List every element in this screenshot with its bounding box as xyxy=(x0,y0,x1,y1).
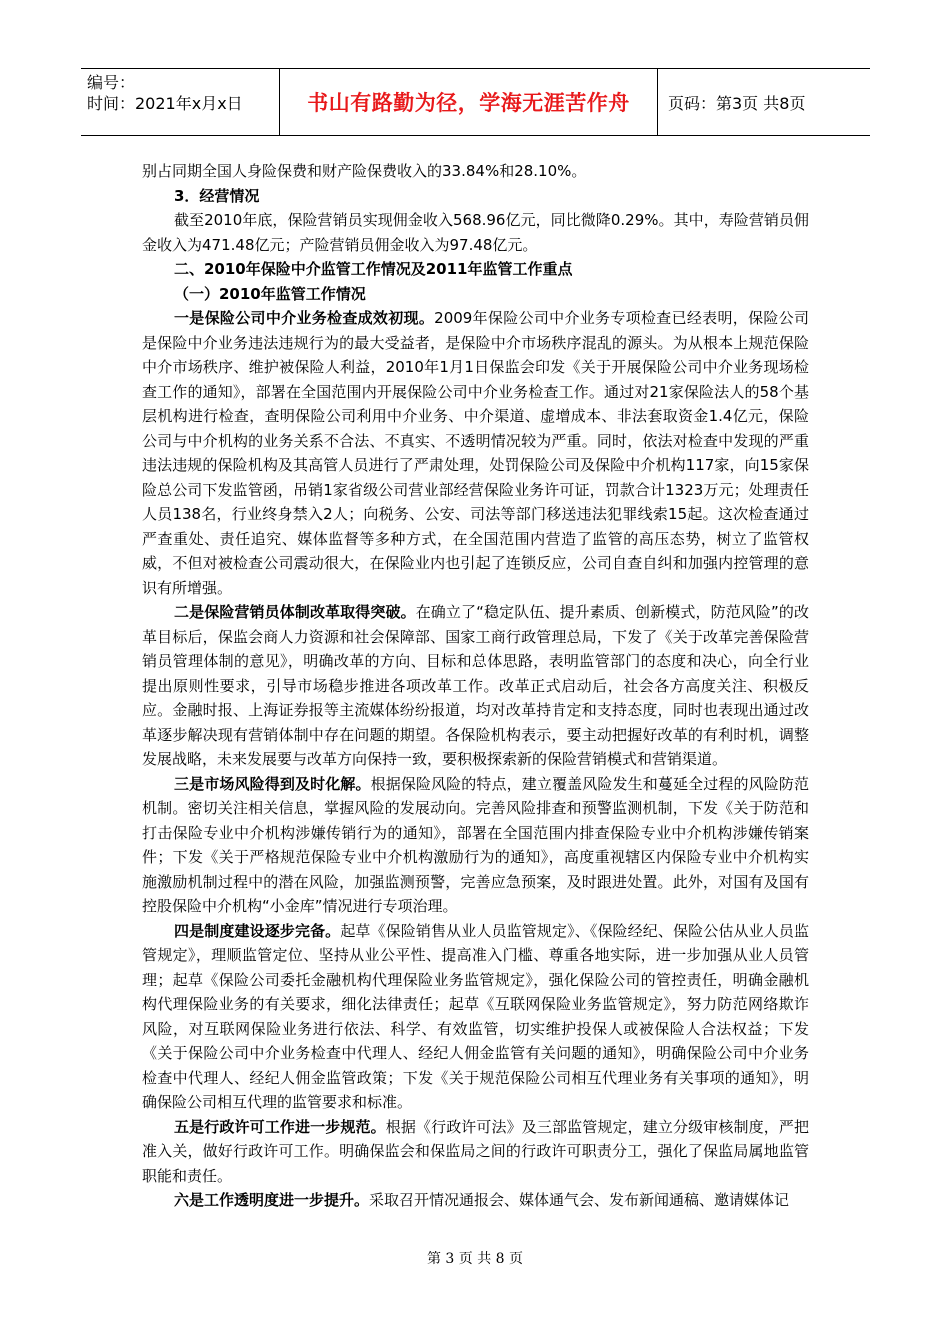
item-6-lead: 六是工作透明度进一步提升。 xyxy=(174,1191,370,1209)
paragraph-commission: 截至2010年底，保险营销员实现佣金收入568.96亿元，同比微降0.29%。其中，寿险营销员佣金收入为471.48亿元；产险营销员佣金收入为97.48亿元。 xyxy=(142,211,809,254)
item-2-lead: 二是保险营销员体制改革取得突破。 xyxy=(174,603,416,621)
header-motto: 书山有路勤为径，学海无涯苦作舟 xyxy=(307,91,630,115)
document-body xyxy=(142,159,809,1213)
page-footer: 第 3 页 共 8 页 xyxy=(426,1251,524,1267)
paragraph-item-3 xyxy=(142,772,809,919)
item-4-lead: 四是制度建设逐步完备。 xyxy=(174,921,341,940)
page-header xyxy=(81,68,870,136)
section-heading-business: 3．经营情况 xyxy=(174,186,260,205)
paragraph-item-1 xyxy=(142,306,809,600)
header-meta xyxy=(81,69,280,135)
item-2-text: 在确立了“稳定队伍、提升素质、创新模式，防范风险”的改革目标后，保监会商人力资源和社会保障部、国家工商行政管理总局，下发了《关于改革完善保险营销员管理体制的意见》，明确改革的方向、目标和总体思路，表明监管部门的态度和决心，向全行业提出原则性要求，引导市场稳步推进各项改革工作。改革正式启动后，社会各方高度关注、积极反应。金融时报、上海证券报等主流媒体纷纷报道，均对改革持肯定和支持态度，同时也表现出通过改革逐步解决现有营销体制中存在问题的期望。各保险机构表示，要主动把握好改革的有利时机，调整发展战略，未来发展要与改革方向保持一致，要积极探索新的保险营销模式和营销渠道。 xyxy=(142,603,809,768)
paragraph-item-4 xyxy=(142,919,809,1115)
item-3-text: 根据保险风险的特点，建立覆盖风险发生和蔓延全过程的风险防范机制。密切关注相关信息，掌握风险的发展动向。完善风险排查和预警监测机制，下发《关于防范和打击保险专业中介机构涉嫌传销行为的通知》，部署在全国范围内排查保险专业中介机构涉嫌传销案件；下发《关于严格规范保险专业中介机构激励行为的通知》，高度重视辖区内保险专业中介机构实施激励机制过程中的潜在风险，加强监测预警，完善应急预案，及时跟进处置。此外，对国有及国有控股保险中介机构“小金库”情况进行专项治理。 xyxy=(142,774,809,915)
header-motto-cell xyxy=(280,69,658,135)
item-1-lead: 一是保险公司中介业务检查成效初现。 xyxy=(174,309,435,327)
section-heading-supervision: 二、2010年保险中介监管工作情况及2011年监管工作重点 xyxy=(174,260,573,278)
paragraph-item-2 xyxy=(142,600,809,772)
serial-number-label: 编号： xyxy=(87,73,136,92)
paragraph-item-5 xyxy=(142,1115,809,1189)
item-5-lead: 五是行政许可工作进一步规范。 xyxy=(174,1117,386,1136)
paragraph-item-6 xyxy=(142,1188,809,1213)
date-label: 时间：2021年x月x日 xyxy=(87,94,243,113)
header-page-number: 页码：第3页 共8页 xyxy=(668,93,806,113)
item-4-text: 起草《保险销售从业人员监管规定》、《保险经纪、保险公估从业人员监管规定》，理顺监管定位、坚持从业公平性、提高准入门槛、尊重各地实际，进一步加强从业人员管理；起草《保险公司委托金融机构代理保险业务监管规定》，强化保险公司的管控责任，明确金融机构代理保险业务的有关要求，细化法律责任；起草《互联网保险业务监管规定》，努力防范网络欺诈风险，对互联网保险业务进行依法、科学、有效监管，切实维护投保人或被保险人合法权益；下发《关于保险公司中介业务检查中代理人、经纪人佣金监管有关问题的通知》，明确保险公司中介业务检查中代理人、经纪人佣金监管政策；下发《关于规范保险公司相互代理业务有关事项的通知》，明确保险公司相互代理的监管要求和标准。 xyxy=(142,921,809,1111)
item-5-text: 根据《行政许可法》及三部监管规定，建立分级审核制度，严把准入关，做好行政许可工作。明确保监会和保监局之间的行政许可职责分工，强化了保监局属地监管职能和责任。 xyxy=(142,1117,809,1185)
paragraph-continued: 别占同期全国人身险保费和财产险保费收入的33.84%和28.10%。 xyxy=(142,162,587,180)
subsection-heading-2010: （一）2010年监管工作情况 xyxy=(174,284,366,303)
item-1-text: 2009年保险公司中介业务专项检查已经表明，保险公司是保险中介业务违法违规行为的最大受益者，是保险中介市场秩序混乱的源头。为从根本上规范保险中介市场秩序、维护被保险人利益，2010年1月1日保监会印发《关于开展保险公司中介业务现场检查工作的通知》，部署在全国范围内开展保险公司中介业务检查工作。通过对21家保险法人的58个基层机构进行检查，查明保险公司利用中介业务、中介渠道、虚增成本、非法套取资金1.4亿元，保险公司与中介机构的业务关系不合法、不真实、不透明情况较为严重。同时，依法对检查中发现的严重违法违规的保险机构及其高管人员进行了严肃处理，处罚保险公司及保险中介机构117家，向15家保险总公司下发监管函，吊销1家省级公司营业部经营保险业务许可证，罚款合计1323万元；处理责任人员138名，行业终身禁入2人；向税务、公安、司法等部门移送违法犯罪线索15起。这次检查通过严查重处、责任追究、媒体监督等多种方式，在全国范围内营造了监管的高压态势，树立了监管权威，不但对被检查公司震动很大，在保险业内也引起了连锁反应，公司自查自纠和加强内控管理的意识有所增强。 xyxy=(142,309,809,597)
item-3-lead: 三是市场风险得到及时化解。 xyxy=(174,774,371,793)
item-6-text: 采取召开情况通报会、媒体通气会、发布新闻通稿、邀请媒体记 xyxy=(369,1191,790,1209)
